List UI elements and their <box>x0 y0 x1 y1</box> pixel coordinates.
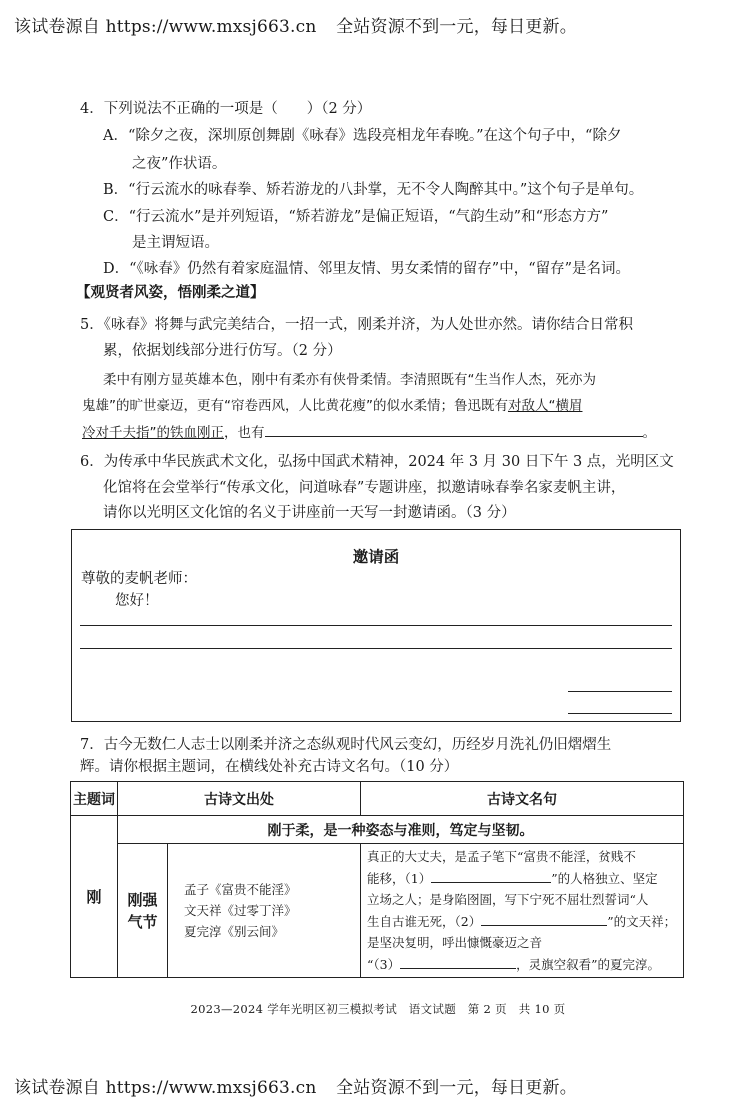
invitation-writing-line[interactable] <box>80 648 672 649</box>
banner-slogan: 全站资源不到一元，每日更新。 <box>336 1078 577 1098</box>
quote-line: 是坚决复明，呼出慷慨豪迈之音 <box>367 935 543 950</box>
blank-3[interactable] <box>400 954 516 969</box>
source-item: 文天祥《过零丁洋》 <box>184 903 297 918</box>
subtheme-cell: 刚强气节 <box>118 844 168 978</box>
quote-line: 立场之人；是身陷囹圄，写下宁死不屈壮烈誓词“人 <box>367 892 649 907</box>
invitation-box <box>71 529 681 722</box>
header-quote: 古诗文名句 <box>361 782 684 816</box>
blank-2[interactable] <box>481 911 607 926</box>
quote-line <box>367 954 677 976</box>
quote-text: ”的文天祥； <box>607 913 677 929</box>
banner-url-link[interactable]: https://www.mxsj663.cn <box>105 1078 317 1098</box>
q5-passage-line3 <box>82 421 656 441</box>
bottom-banner <box>14 1073 577 1098</box>
q4-stem: 4．下列说法不正确的一项是（ ）（2 分） <box>80 101 372 117</box>
q5-underlined-part2: 冷对千夫指”的铁血刚正 <box>82 425 224 441</box>
section-heading: 【观贤者风姿，悟刚柔之道】 <box>76 284 265 301</box>
quote-text: “（3） <box>367 956 401 972</box>
banner-prefix: 该试卷源自 <box>14 1078 100 1098</box>
q5-underlined-part1: 对敌人“横眉 <box>507 398 583 414</box>
header-source: 古诗文出处 <box>118 782 361 816</box>
table-banner-row <box>71 816 684 844</box>
quote-text: 生自古谁无死，（2） <box>367 913 482 929</box>
q7-stem-line2: 辉。请你根据主题词，在横线处补充古诗文名句。（10 分） <box>80 759 459 775</box>
q5-passage-line2-text: 鬼雄”的旷世豪迈，更有“帘卷西风，人比黄花瘦”的似水柔情；鲁迅既有 <box>82 398 508 414</box>
q5-answer-blank[interactable] <box>265 422 643 437</box>
q4-option-c-line1: C．“行云流水”是并列短语，“矫若游龙”是偏正短语，“气韵生动”和“形态方方” <box>103 209 609 225</box>
q5-passage-line3-text: ，也有 <box>224 425 265 441</box>
q5-stem-line1: 5．《咏春》将舞与武完美结合，一招一式，刚柔并济，为人处世亦然。请你结合日常积 <box>80 317 633 333</box>
top-banner <box>14 12 577 37</box>
quote-text: ”的人格独立、坚定 <box>551 870 658 886</box>
q4-option-b: B．“行云流水的咏春拳、矫若游龙的八卦掌，无不令人陶醉其中。”这个句子是单句。 <box>103 182 644 198</box>
header-theme: 主题词 <box>71 782 118 816</box>
q4-option-c-line2: 是主谓短语。 <box>132 235 219 251</box>
q4-option-a-line2: 之夜”作状语。 <box>132 156 227 172</box>
invitation-title: 邀请函 <box>352 547 400 566</box>
quote-text: ，灵旗空叙看”的夏完淳。 <box>516 956 660 972</box>
poetry-table <box>70 781 684 978</box>
invitation-salutation: 尊敬的麦帆老师： <box>81 571 197 587</box>
q5-passage-line2 <box>82 394 582 414</box>
q4-option-a-line1: A．“除夕之夜，深圳原创舞剧《咏春》选段亮相龙年春晚。”在这个句子中，“除夕 <box>103 128 622 144</box>
banner-prefix: 该试卷源自 <box>14 17 100 37</box>
invitation-date-line[interactable] <box>568 713 672 714</box>
quote-line <box>367 911 677 933</box>
invitation-writing-line[interactable] <box>80 625 672 626</box>
quote-text: 能移，（1） <box>367 870 432 886</box>
q7-stem-line1: 7．古今无数仁人志士以刚柔并济之态纵观时代风云变幻，历经岁月洗礼仍旧熠熠生 <box>80 737 612 753</box>
source-item: 孟子《富贵不能淫》 <box>184 882 297 897</box>
invitation-greeting: 您好！ <box>115 593 159 609</box>
q5-passage-end: 。 <box>642 425 656 441</box>
q4-option-d: D．“《咏春》仍然有着家庭温情、邻里友情、男女柔情的留存”中，“留存”是名词。 <box>103 261 631 277</box>
page-footer: 2023—2024 学年光明区初三模拟考试 语文试题 第 2 页 共 10 页 <box>190 1002 566 1016</box>
q6-stem-line3: 请你以光明区文化馆的名义于讲座前一天写一封邀请函。（3 分） <box>103 505 516 521</box>
source-item: 夏完淳《别云间》 <box>184 924 285 939</box>
invitation-signature-line[interactable] <box>568 691 672 692</box>
banner-slogan: 全站资源不到一元，每日更新。 <box>336 17 577 37</box>
q6-stem-line2: 化馆将在会堂举行“传承文化，问道咏春”专题讲座，拟邀请咏春拳名家麦帆主讲， <box>103 480 626 496</box>
quote-line: 真正的大丈夫，是孟子笔下“富贵不能淫，贫贱不 <box>367 849 636 864</box>
source-cell <box>168 844 361 978</box>
banner-row-text: 刚于柔，是一种姿态与准则，笃定与坚韧。 <box>118 816 684 844</box>
quote-line <box>367 868 677 890</box>
quote-cell <box>361 844 684 978</box>
table-row <box>71 844 684 978</box>
table-header-row <box>71 782 684 816</box>
blank-1[interactable] <box>431 868 551 883</box>
q5-stem-line2: 累，依据划线部分进行仿写。（2 分） <box>103 343 342 359</box>
banner-url-link[interactable]: https://www.mxsj663.cn <box>105 17 317 37</box>
q5-passage-line1: 柔中有刚方显英雄本色，刚中有柔亦有侠骨柔情。李清照既有“生当作人杰，死亦为 <box>103 372 596 388</box>
q6-stem-line1: 6．为传承中华民族武术文化，弘扬中国武术精神，2024 年 3 月 30 日下午 3 点，光明区文 <box>80 454 674 470</box>
theme-cell: 刚 <box>71 816 118 978</box>
